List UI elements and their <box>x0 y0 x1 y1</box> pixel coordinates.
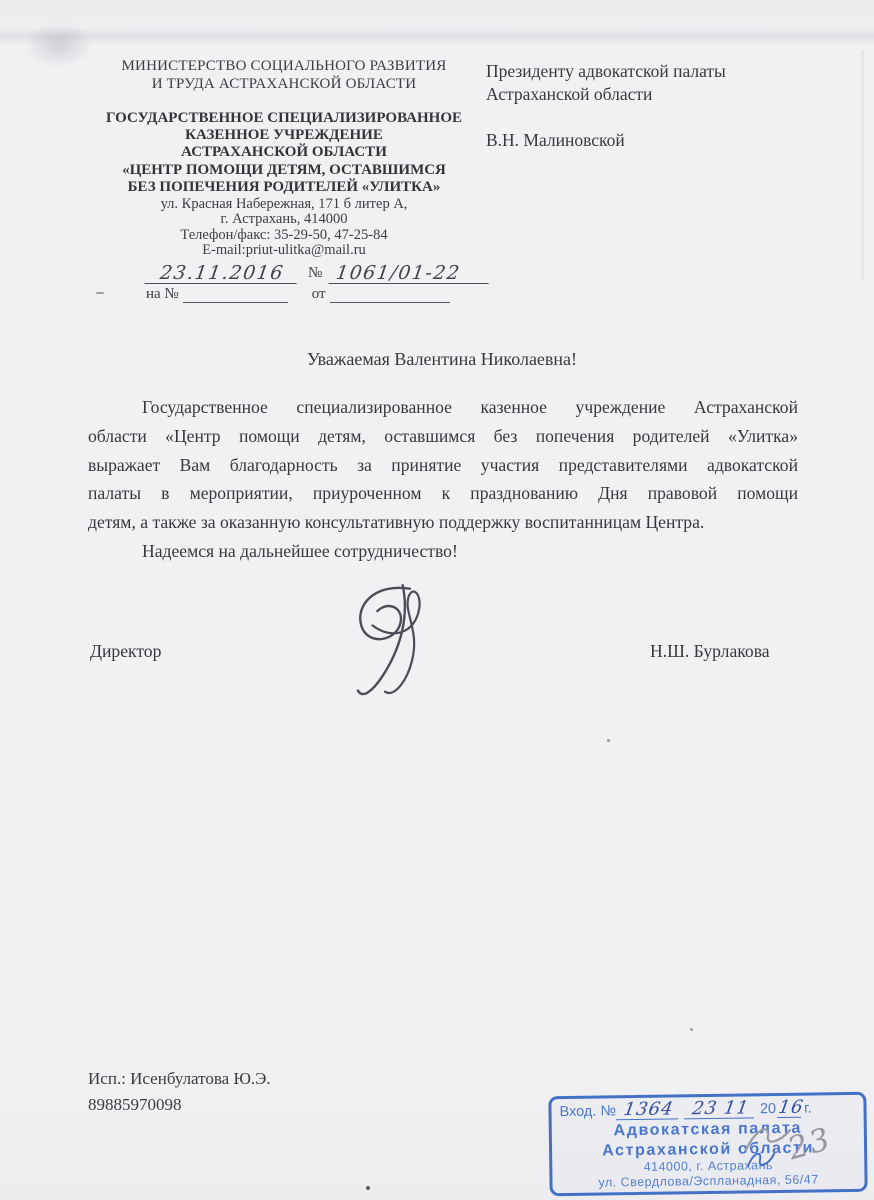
stamp-address-line: 414000, г. Астрахань <box>643 1158 774 1174</box>
body-line: области «Центр помощи детям, оставшимся без попечения родителей «Улитка» <box>88 425 798 446</box>
letter-body <box>88 393 798 566</box>
org-line: ГОСУДАРСТВЕННОЕ СПЕЦИАЛИЗИРОВАННОЕ <box>106 110 462 126</box>
address-line: ул. Красная Набережная, 171 б литер А, <box>160 196 408 213</box>
address-line: г. Астрахань, 414000 <box>220 211 348 228</box>
org-line: «ЦЕНТР ПОМОЩИ ДЕТЯМ, ОСТАВШИМСЯ <box>122 161 446 178</box>
recipient-block <box>486 60 826 152</box>
signer-name: Н.Ш. Бурлакова <box>650 641 770 661</box>
executor-name: Исп.: Исенбулатова Ю.Э. <box>88 1069 271 1088</box>
number-sign: № <box>308 265 323 281</box>
handwritten-date: 23.11.2016 <box>145 263 300 284</box>
salutation: Уважаемая Валентина Николаевна! <box>306 349 578 369</box>
recipient-line: Астраханской области <box>486 84 653 104</box>
executor-block <box>88 1066 271 1118</box>
organization-name <box>86 110 482 196</box>
executor-phone: 89885970098 <box>88 1095 182 1114</box>
address-line: Телефон/факс: 35-29-50, 47-25-84 <box>180 226 388 243</box>
stamp-handwritten-date: 23 11 <box>684 1099 757 1119</box>
scan-artifact-smudge <box>24 22 94 68</box>
outgoing-number-row <box>146 263 496 284</box>
reply-to-row <box>146 286 496 303</box>
pencil-note: 23 <box>783 1120 836 1168</box>
closing-line: Надеемся на дальнейшее сотрудничество! <box>142 540 458 561</box>
stamp-org-line: Астраханской области <box>602 1139 815 1160</box>
org-line: КАЗЕННОЕ УЧРЕЖДЕНИЕ <box>185 127 383 144</box>
scan-speck <box>96 292 104 294</box>
stamp-incoming-label: Вход. № <box>559 1103 617 1121</box>
body-line: Государственное специализированное казенное учреждение Астраханской <box>142 397 798 417</box>
stamp-pen-squiggle <box>746 1148 776 1177</box>
address-line: E-mail:priut-ulitka@mail.ru <box>202 242 366 259</box>
scan-speck <box>366 1186 370 1190</box>
handwritten-signature <box>313 575 472 720</box>
scan-artifact-streak <box>861 50 864 280</box>
scan-speck <box>607 739 610 742</box>
stamp-handwritten-number: 1364 <box>616 1100 681 1120</box>
recipient-name: В.Н. Малиновской <box>486 130 625 150</box>
stamp-handwritten-year: 16 <box>776 1096 805 1119</box>
org-line: БЕЗ ПОПЕЧЕНИЯ РОДИТЕЛЕЙ «УЛИТКА» <box>127 178 441 195</box>
stamp-year-prefix: 20 <box>759 1101 777 1118</box>
organization-address <box>86 197 482 259</box>
ministry-line: И ТРУДА АСТРАХАНСКОЙ ОБЛАСТИ <box>151 75 417 92</box>
ministry-line: МИНИСТЕРСТВО СОЦИАЛЬНОГО РАЗВИТИЯ <box>121 58 447 74</box>
signer-title: Директор <box>90 641 162 661</box>
body-line: детям, а также за оказанную консультативную поддержку воспитанницам Центра. <box>88 512 705 533</box>
from-label: от <box>311 286 326 302</box>
reply-number-blank <box>183 287 288 303</box>
from-date-blank <box>330 287 450 303</box>
body-line: выражает Вам благодарность за принятие участия представителями адвокатской <box>88 454 798 475</box>
scan-artifact-band <box>0 28 874 44</box>
reply-label: на № <box>146 286 179 302</box>
recipient-line: Президенту адвокатской палаты <box>486 61 726 81</box>
ministry-name <box>86 58 482 93</box>
scan-speck <box>690 1028 693 1031</box>
letterhead <box>86 58 482 259</box>
org-line: АСТРАХАНСКОЙ ОБЛАСТИ <box>181 144 387 161</box>
stamp-address-line: ул. Свердлова/Эспланадная, 56/47 <box>598 1171 819 1190</box>
stamp-year-suffix: г. <box>803 1100 812 1117</box>
stamp-org-line: Адвокатская палата <box>613 1119 803 1140</box>
handwritten-outgoing-number: 1061/01-22 <box>329 263 492 284</box>
body-line: палаты в мероприятии, приуроченном к празднованию Дня правовой помощи <box>88 483 798 504</box>
reference-block <box>146 263 496 303</box>
